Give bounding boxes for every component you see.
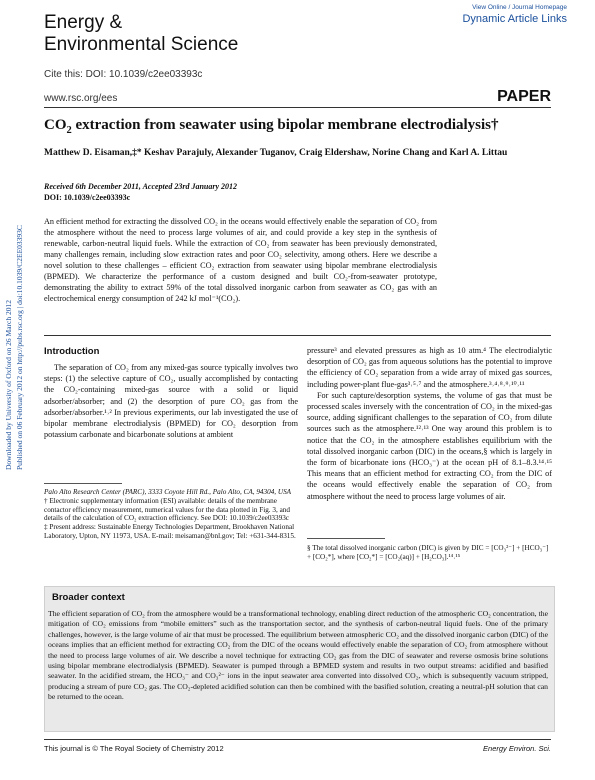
abstract: An efficient method for extracting the dissolved CO₂ in the oceans would effectively enable the separation of CO₂ from the atmosphere without the need to process large volumes of air, and could provide a key step in the synthesis of renewable, carbon-neutral liquid fuels. While the extraction of CO₂ from seawater has been previously demonstrated, many challenges remain, including slow extraction rates and poor CO₂ selectivity, among others. Here we describe a novel solution to these challenges – efficient CO₂ extraction from seawater using bipolar membrane electrodialysis (BPMED). We characterize the performance of a custom designed and built CO₂-from-seawater prototype, demonstrating the ability to extract 59% of the total dissolved inorganic carbon from seawater as CO₂ gas with an electrochemical energy consumption of 242 kJ mol⁻¹(CO₂). [44, 217, 437, 303]
intro-column-2 [307, 345, 552, 502]
intro-column-1 [44, 362, 298, 440]
journal-abbrev-footer: Energy Environ. Sci. [483, 744, 551, 753]
title-subscript: 2 [66, 125, 72, 136]
footnote-divider [44, 483, 122, 484]
affiliation-note: Palo Alto Research Center (PARC), 3333 Coyote Hill Rd., Palo Alto, CA, 94304, USA [44, 488, 292, 496]
article-doi[interactable]: DOI: 10.1039/c2ee03393c [44, 193, 131, 202]
present-address-note: ‡ Present address: Sustainable Energy Technologies Department, Brookhaven National Laboratory, Upton, NY 11973, USA. E-mail: meisaman@bnl.gov; Tel: +631-344-8315. [44, 523, 296, 540]
publication-note[interactable]: Published on 06 February 2012 on http://pubs.rsc.org | doi:10.1039/C2EE03393C [15, 225, 24, 470]
broader-context-heading: Broader context [52, 592, 125, 603]
author-list: Matthew D. Eisaman,‡* Keshav Parajuly, Alexander Tuganov, Craig Eldershaw, Norine Chang and Karl A. Littau [44, 148, 508, 158]
dic-footnote: § The total dissolved inorganic carbon (DIC) is given by DIC = [CO₃²⁻] + [HCO₃⁻] + [CO₂*], where [CO₂*] = [CO₂(aq)] + [H₂CO₃].¹⁴˒¹⁵ [307, 544, 549, 561]
download-note: Downloaded by University of Oxford on 26 March 2012 [4, 300, 13, 470]
abstract-divider [44, 335, 551, 336]
article-title [44, 117, 564, 134]
journal-links [462, 4, 567, 25]
copyright-footer: This journal is © The Royal Society of Chemistry 2012 [44, 744, 224, 753]
view-online-link[interactable]: View Online / Journal Homepage [472, 4, 567, 11]
esi-note: † Electronic supplementary information (ESI) available: details of the membrane contactor efficiency measurement, numerical values for the data plotted in Fig. 3, and details of the calculation of CO₂ extraction efficiency. See DOI: 10.1039/c2ee03393c [44, 496, 290, 523]
intro-paragraph-1-continued: pressure³ and elevated pressures as high as 10 atm.⁴ The electrodialytic desorption of CO₂ gas from aqueous solutions has the potential to improve the efficiency of CO₂ separation from a wide array of mixed gas sources, including power-plant flue-gas³˒⁵˒⁷ and the atmosphere.³˒⁴˒⁸˒⁹˒¹⁰˒¹¹ [307, 346, 552, 389]
title-rest: extraction from seawater using bipolar membrane electrodialysis† [71, 117, 499, 133]
intro-paragraph-1: The separation of CO₂ from any mixed-gas source typically involves two steps: (1) the selective capture of CO₂, usually accomplished by contacting the CO₂-containing mixed-gas source with a solid or liquid adsorber/absorber; and (2) the desorption of pure CO₂ gas from the adsorber/absorber.¹˒² In previous experiments, our lab investigated the use of bipolar membrane electrodialysis (BPMED) for CO₂ desorption from potassium carbonate and bicarbonate solutions at ambient [44, 363, 298, 440]
intro-paragraph-2: For such capture/desorption systems, the volume of gas that must be processed scales inversely with the concentration of CO₂ in the mixed-gas source, adding significant challenges to the separation of CO₂ from dilute sources such as the atmosphere.¹²˒¹³ One way around this problem is to notice that the CO₂ in the atmosphere establishes equilibrium with the total dissolved inorganic carbon (DIC) in the oceans,§ which is largely in the form of bicarbonate ions (HCO₃⁻) at the ocean pH of 8.1–8.3.¹⁴˒¹⁵ This means that an efficient method for extracting CO₂ from the DIC of the oceans would effectively enable the separation of CO₂ from atmosphere without the need to process large volumes of air. [307, 390, 552, 501]
dynamic-article-links[interactable]: Dynamic Article Links [462, 13, 567, 25]
section-label: PAPER [497, 88, 551, 105]
title-prefix: CO [44, 117, 67, 133]
footer-divider [44, 739, 551, 740]
journal-website[interactable]: www.rsc.org/ees [44, 93, 118, 104]
footnote-divider-2 [307, 538, 385, 539]
broader-context-text: The efficient separation of CO₂ from the atmosphere would be a transformational technology, enabling direct reduction of the atmospheric CO₂ concentration, the mitigation of CO₂ emissions from “mobile emitters” such as the transportation sector, and the synthesis of carbon-neutral liquid fuels. One of the primary challenges, however, is the large volume of air that must be processed. The equilibrium between atmospheric CO₂ and the dissolved inorganic carbon (DIC) of the oceans implies that an efficient method for extracting CO₂ from the DIC of the oceans would effectively enable the separation of CO₂ from atmosphere without the need to process large volumes of air. We describe a novel technique for extracting CO₂ gas from the DIC of seawater and reverse osmosis brine solutions using bipolar membrane electrodialysis (BPMED). Seawater is pumped through a BPMED system and results in two output streams: acidified and basified seawater. In the acidified stream, the HCO₃⁻ and CO₃²⁻ ions in the input seawater area converted into dissolved CO₂, which is subsequently vacuum stripped, producing a stream of pure CO₂ gas. The CO₂-depleted acidified solution can then be combined with the basified solution, creating a neutral-pH solution that can be returned to the ocean. [48, 609, 548, 702]
journal-title-line1: Energy & [44, 12, 123, 33]
footnotes [44, 488, 298, 541]
introduction-heading: Introduction [44, 346, 100, 357]
header-divider [44, 107, 551, 108]
journal-title-line2: Environmental Science [44, 34, 239, 55]
cite-line: Cite this: DOI: 10.1039/c2ee03393c [44, 69, 203, 80]
received-dates: Received 6th December 2011, Accepted 23rd January 2012 [44, 182, 237, 191]
download-sidebar [2, 200, 26, 470]
journal-title [44, 12, 238, 56]
